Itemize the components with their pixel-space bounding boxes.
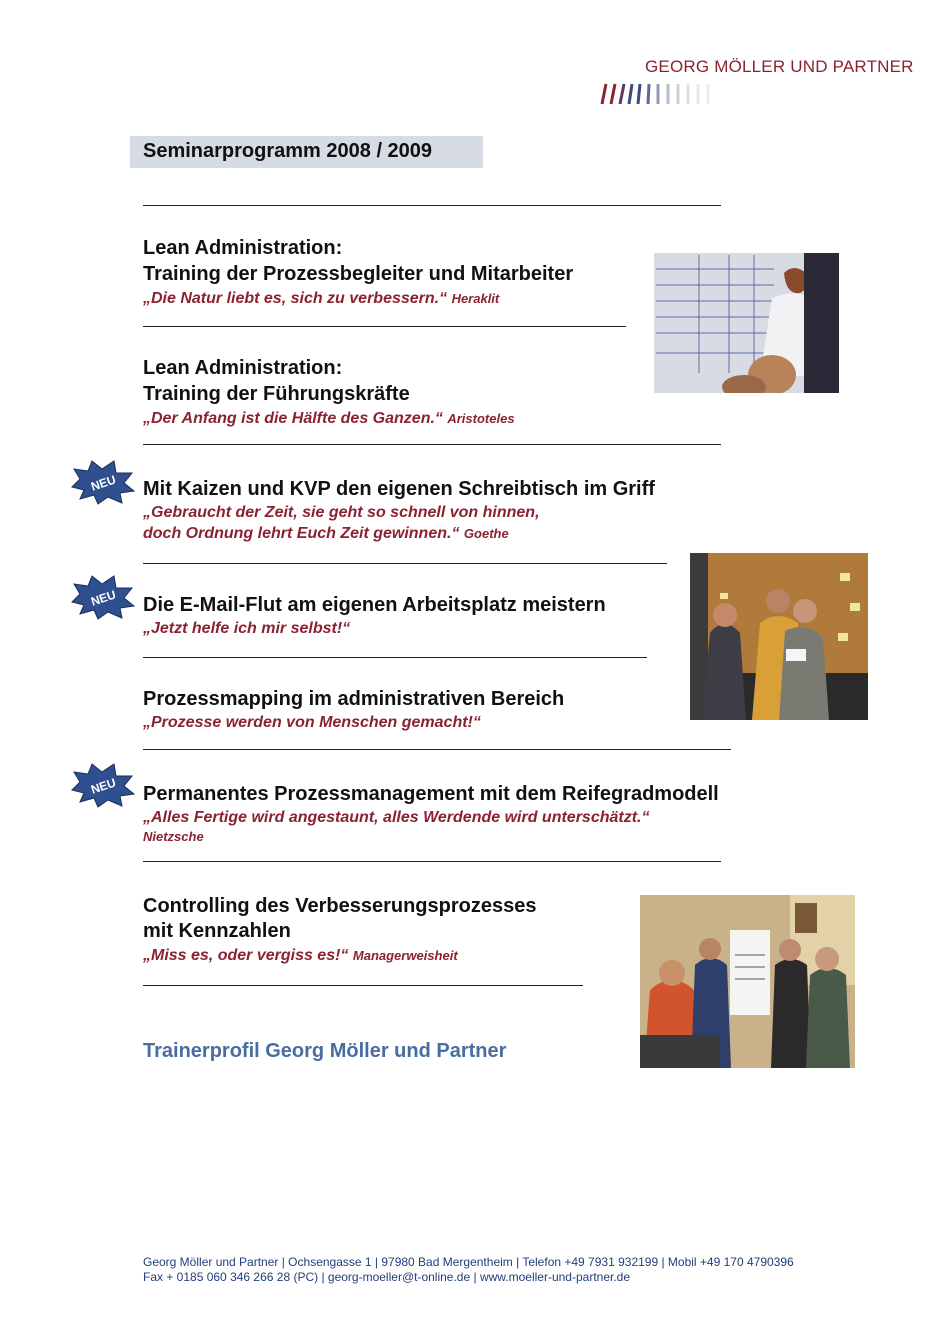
seminar-title: Permanentes Prozessmanagement mit dem Reifegradmodell <box>143 783 719 805</box>
footer-line-address: Georg Möller und Partner | Ochsengasse 1 | 97980 Bad Mergentheim | Telefon +49 7931 932199 | Mobil +49 170 4790396 <box>143 1255 794 1269</box>
seminar-title: Die E-Mail-Flut am eigenen Arbeitsplatz meistern <box>143 594 606 616</box>
new-badge-label: NEU <box>89 472 118 494</box>
divider <box>143 985 583 986</box>
logo-stripes-graphic <box>598 83 718 105</box>
company-logo-text: GEORG MÖLLER UND PARTNER <box>645 57 914 76</box>
divider <box>143 657 647 658</box>
seminar-title-line2: Training der Prozessbegleiter und Mitarbeiter <box>143 263 574 285</box>
quote-text: „Der Anfang ist die Hälfte des Ganzen.“ <box>143 410 443 427</box>
quote-author: Aristoteles <box>447 411 515 426</box>
quote-author: Goethe <box>463 526 509 541</box>
quote-text: doch Ordnung lehrt Euch Zeit gewinnen.“ <box>143 525 460 542</box>
trainer-profile-link[interactable]: Trainerprofil Georg Möller und Partner <box>143 1040 507 1062</box>
seminar-photo-flipchart <box>640 895 855 1068</box>
new-badge-star-icon <box>68 457 138 505</box>
divider <box>143 326 626 327</box>
divider <box>143 861 721 862</box>
quote-text: „Die Natur liebt es, sich zu verbessern.“ <box>143 290 448 307</box>
footer-contact <box>143 1255 794 1285</box>
new-badge-label: NEU <box>89 587 118 609</box>
page-title: Seminarprogramm 2008 / 2009 <box>143 140 433 162</box>
seminar-title-line2: mit Kennzahlen <box>143 920 291 942</box>
seminar-quote <box>143 288 499 309</box>
quote-author: Nietzsche <box>143 829 204 844</box>
seminar-title: Mit Kaizen und KVP den eigenen Schreibtisch im Griff <box>143 478 655 500</box>
divider <box>143 749 731 750</box>
seminar-title: Prozessmapping im administrativen Bereich <box>143 688 565 710</box>
seminar-photo-presenter <box>654 253 839 393</box>
seminar-title: Lean Administration: <box>143 357 343 379</box>
quote-author: Heraklit <box>451 291 500 306</box>
seminar-quote <box>143 945 458 966</box>
divider <box>143 205 721 206</box>
seminar-title-line2: Training der Führungskräfte <box>143 383 410 405</box>
seminar-photo-pinboard <box>690 553 868 720</box>
seminar-quote: „Prozesse werden von Menschen gemacht!“ <box>143 714 481 731</box>
new-badge-star-icon <box>68 572 138 620</box>
seminar-title: Lean Administration: <box>143 237 343 259</box>
seminar-quote: „Alles Fertige wird angestaunt, alles Werdende wird unterschätzt.“ <box>143 809 650 826</box>
new-badge-star-icon <box>68 760 138 808</box>
divider <box>143 563 667 564</box>
seminar-quote: „Jetzt helfe ich mir selbst!“ <box>143 620 351 637</box>
footer-line-contact: Fax + 0185 060 346 266 28 (PC) | georg-moeller@t-online.de | www.moeller-und-partner.de <box>143 1270 631 1284</box>
new-badge-label: NEU <box>89 775 118 797</box>
seminar-quote-line2 <box>143 523 509 544</box>
seminar-quote: „Gebraucht der Zeit, sie geht so schnell von hinnen, <box>143 504 540 521</box>
seminar-title: Controlling des Verbesserungsprozesses <box>143 895 537 917</box>
divider <box>143 444 721 445</box>
quote-author: Managerweisheit <box>352 948 458 963</box>
quote-text: „Miss es, oder vergiss es!“ <box>143 947 349 964</box>
seminar-quote <box>143 408 515 429</box>
